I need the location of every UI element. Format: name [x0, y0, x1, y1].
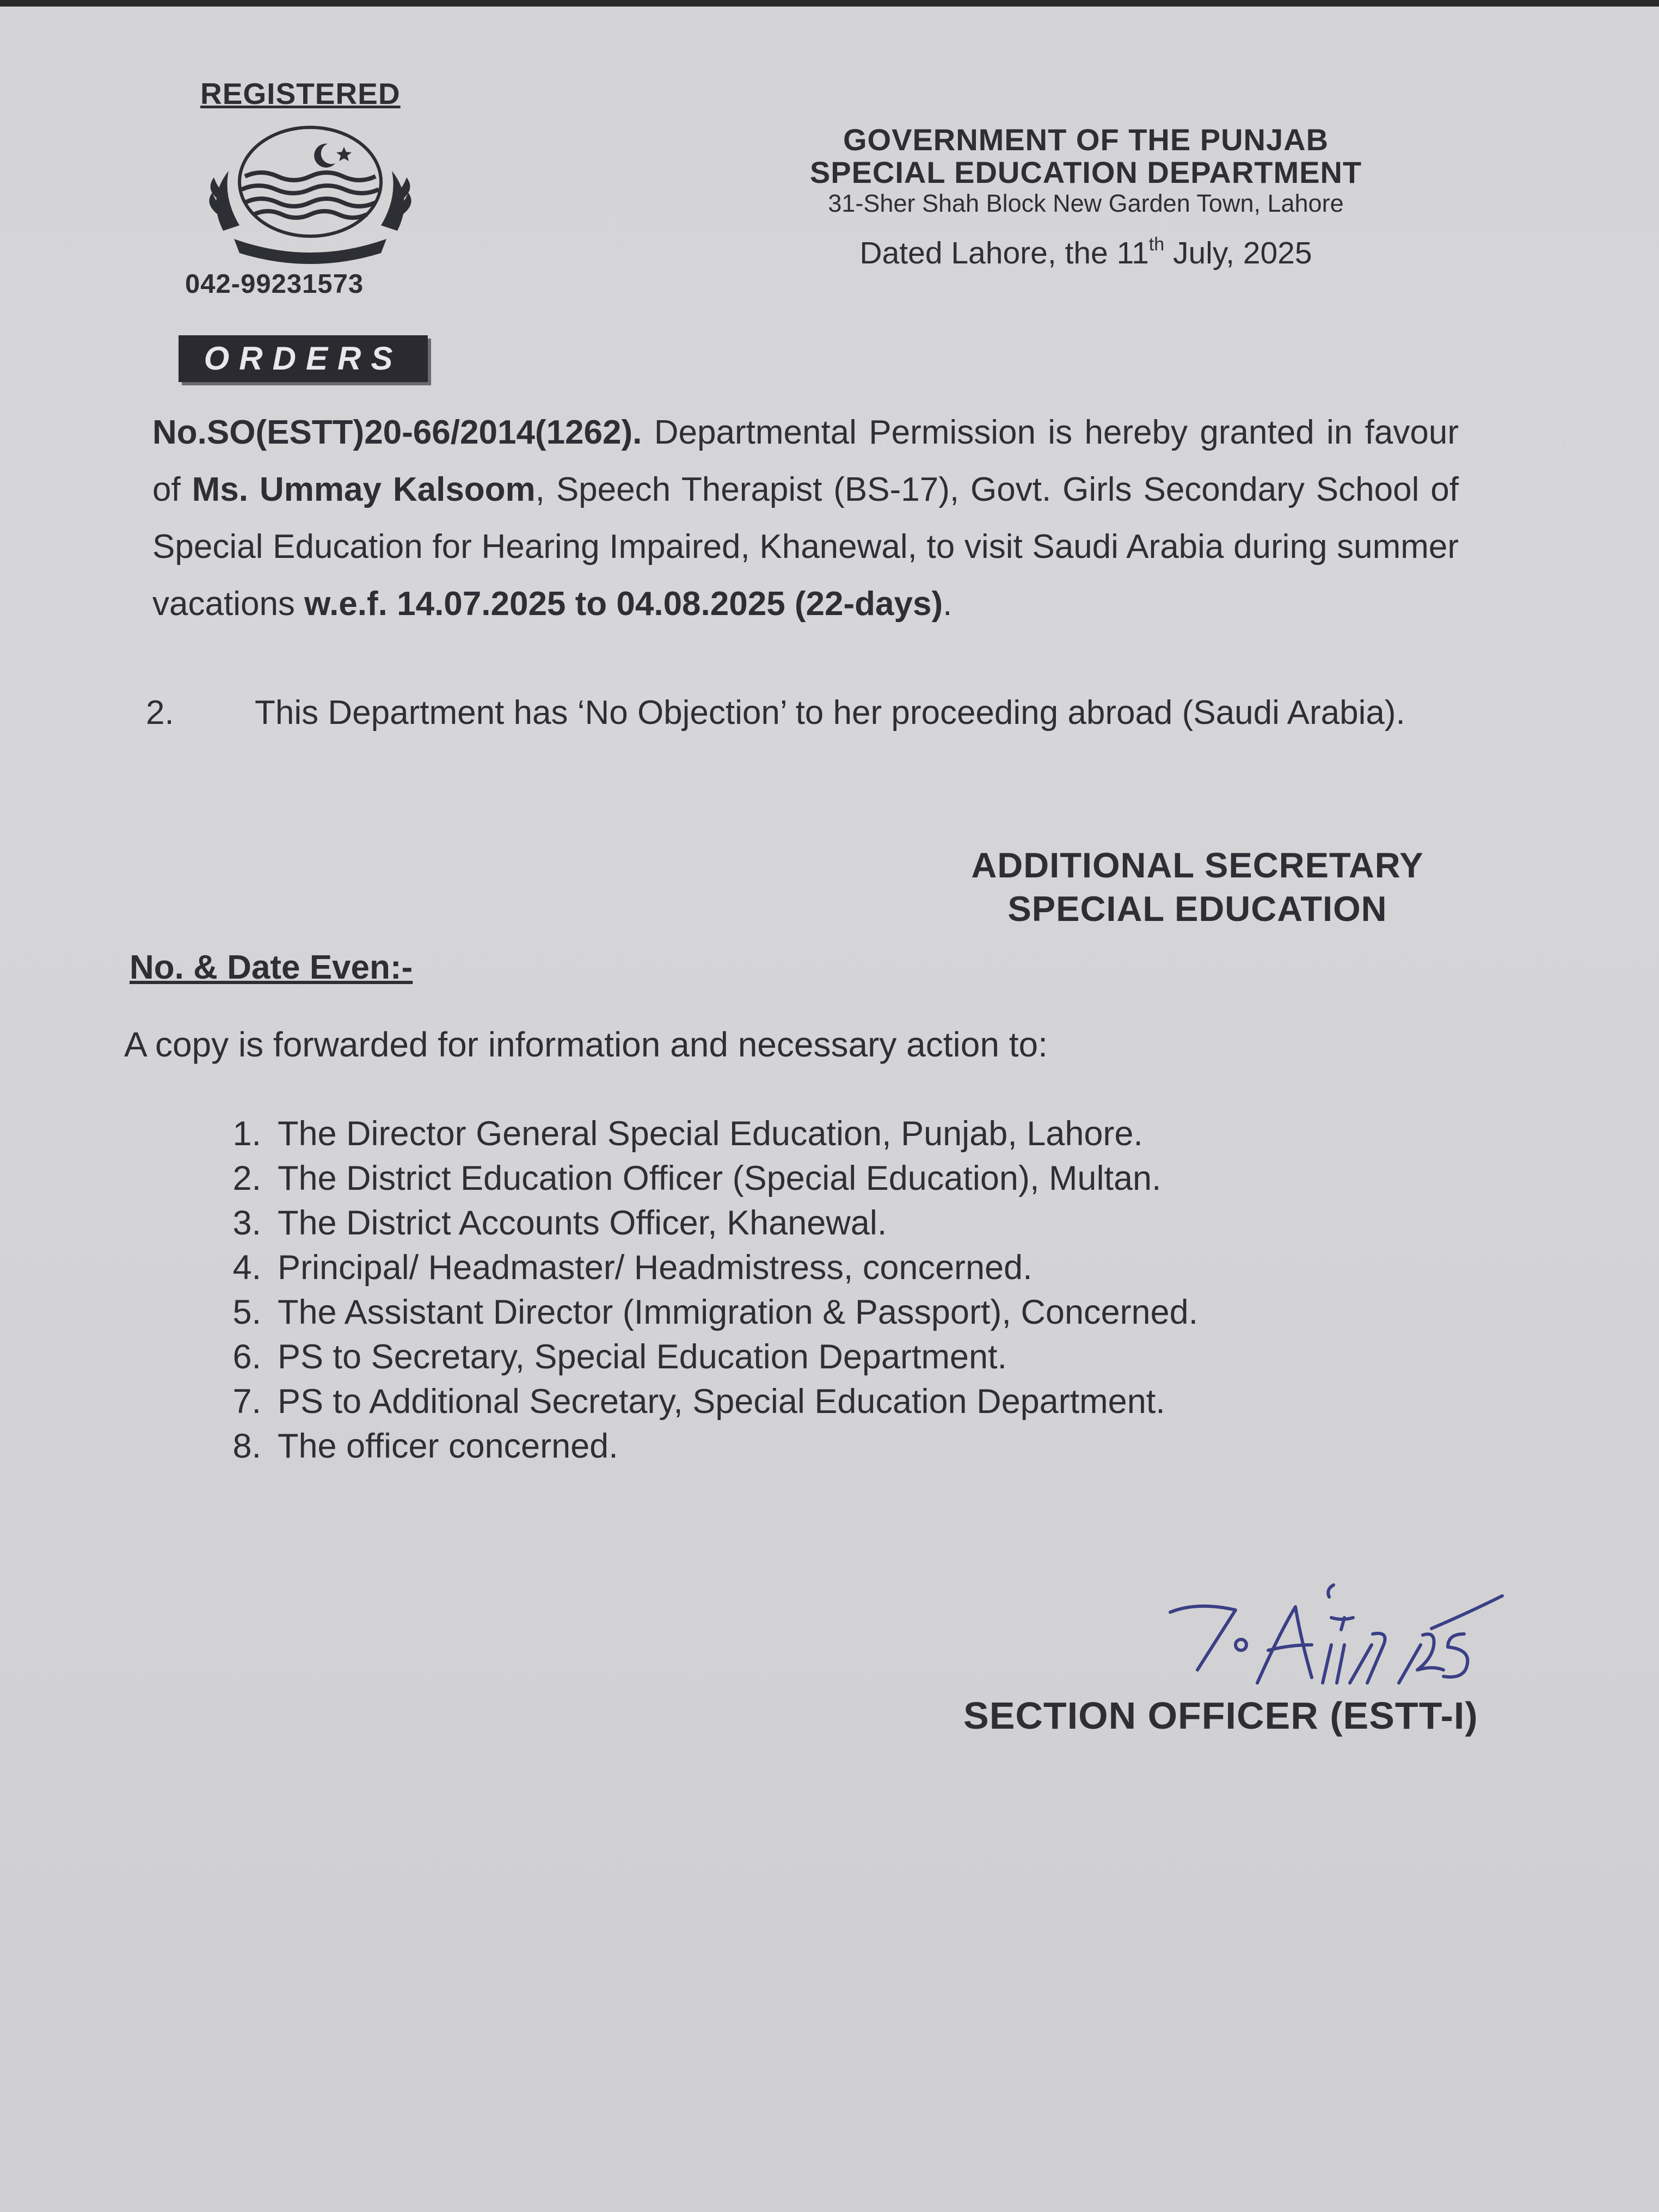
order-paragraph-1: [152, 404, 1459, 632]
paragraph-2-text: This Department has ‘No Objection’ to her proceeding abroad (Saudi Arabia).: [255, 694, 1405, 732]
item-number: 8.: [232, 1427, 261, 1465]
list-item: [207, 1111, 1459, 1156]
item-number: 7.: [232, 1382, 261, 1421]
signatory-title: ADDITIONAL SECRETARY: [971, 845, 1424, 885]
officer-name: Ms. Ummay Kalsoom: [192, 471, 536, 508]
item-number: 6.: [232, 1338, 261, 1376]
item-text: The Director General Special Education, Punjab, Lahore.: [278, 1115, 1143, 1153]
paragraph-number: 2.: [146, 694, 174, 732]
leave-period: w.e.f. 14.07.2025 to 04.08.2025 (22-days): [304, 585, 943, 623]
letter-date: [751, 235, 1421, 271]
item-text: Principal/ Headmaster/ Headmistress, concerned.: [278, 1249, 1033, 1287]
item-text: The District Accounts Officer, Khanewal.: [278, 1204, 887, 1242]
item-number: 3.: [232, 1204, 261, 1242]
item-number: 1.: [232, 1115, 261, 1153]
top-edge-shadow: [0, 0, 1659, 7]
order-text-1: Departmental Permission is hereby granted in favour of: [152, 414, 1459, 508]
document-page: [0, 7, 1659, 2212]
list-item: [207, 1424, 1459, 1468]
orders-label: ORDERS: [179, 335, 428, 382]
list-item: [207, 1335, 1459, 1379]
copy-intro: A copy is forwarded for information and necessary action to:: [124, 1025, 1048, 1064]
order-number: No.SO(ESTT)20-66/2014(1262).: [152, 414, 642, 451]
department-address: 31-Sher Shah Block New Garden Town, Lahore: [828, 189, 1344, 217]
list-item: [207, 1290, 1459, 1335]
list-item: [207, 1156, 1459, 1201]
punjab-emblem-icon: [201, 122, 419, 269]
item-text: The officer concerned.: [278, 1427, 618, 1465]
list-item: [207, 1245, 1459, 1290]
order-paragraph-2: [146, 684, 1463, 741]
government-title: GOVERNMENT OF THE PUNJAB: [843, 122, 1329, 157]
registered-label: REGISTERED: [200, 77, 401, 110]
item-text: The Assistant Director (Immigration & Passport), Concerned.: [278, 1293, 1199, 1331]
date-prefix: Dated Lahore, the 11: [859, 236, 1149, 271]
item-text: The District Education Officer (Special Education), Multan.: [278, 1159, 1162, 1197]
item-text: PS to Additional Secretary, Special Education Department.: [278, 1382, 1165, 1421]
item-text: PS to Secretary, Special Education Department.: [278, 1338, 1007, 1376]
signatory-department: SPECIAL EDUCATION: [1007, 889, 1387, 929]
order-text-2: , Speech Therapist (BS-17), Govt. Girls Secondary School of Special Education for Hearing Impaired, Khanewal, to visit Saudi Arabia during summer vacations: [152, 471, 1459, 623]
item-number: 4.: [232, 1249, 261, 1287]
order-text-3: .: [943, 585, 953, 623]
section-officer-title: SECTION OFFICER (ESTT-I): [963, 1694, 1478, 1737]
date-superscript: th: [1148, 234, 1165, 255]
distribution-list: [207, 1111, 1459, 1468]
phone-number: 042-99231573: [185, 269, 364, 299]
list-item: [207, 1201, 1459, 1245]
item-number: 5.: [232, 1293, 261, 1331]
copy-heading: No. & Date Even:-: [130, 949, 413, 986]
date-suffix: July, 2025: [1164, 236, 1312, 271]
department-title: SPECIAL EDUCATION DEPARTMENT: [809, 155, 1362, 189]
list-item: [207, 1379, 1459, 1424]
item-number: 2.: [232, 1159, 261, 1197]
